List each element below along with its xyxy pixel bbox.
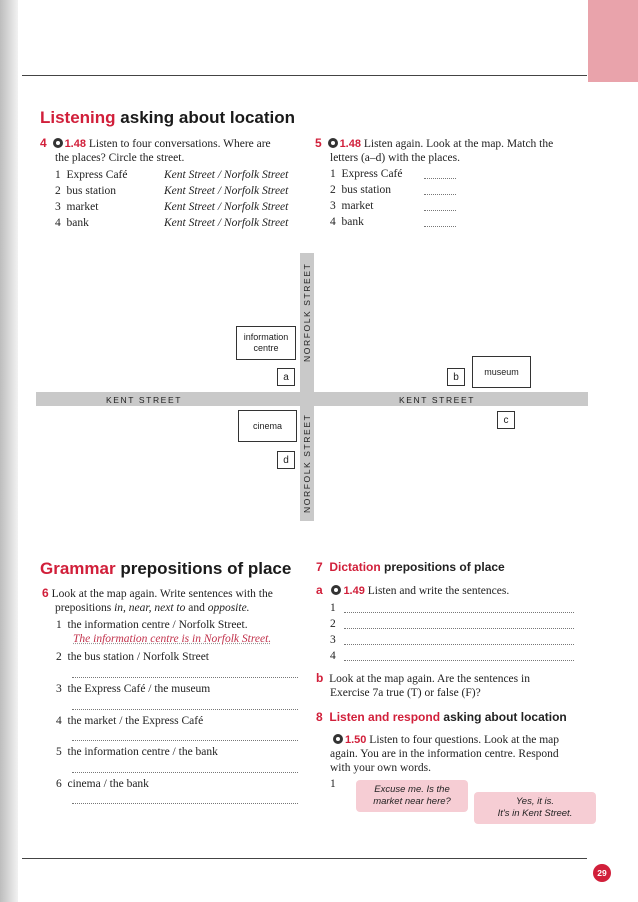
ex8-instr-line3: with your own words. (330, 762, 431, 774)
ex6-instr-line1: Look at the map again. Write sentences with the (51, 588, 273, 600)
ex5-item: 2 bus station (330, 184, 392, 196)
audio-cd-icon (53, 138, 63, 148)
museum-building: museum (472, 356, 531, 388)
ex4-instructions (40, 136, 300, 165)
ex4-instr-line1: Listen to four conversations. Where are (88, 138, 271, 150)
ex4-item: 2 bus station (55, 185, 117, 197)
ex8-instr-line1: Listen to four questions. Look at the map (369, 734, 560, 746)
ex4-number: 4 (40, 136, 47, 150)
ex4-track: 1.48 (64, 138, 86, 150)
norfolk-street-label-bottom: NORFOLK STREET (302, 413, 312, 513)
ex6-example-answer: The information centre is in Norfolk Street. (73, 633, 272, 645)
ex8-number: 8 (316, 710, 323, 724)
kent-street-label-right: KENT STREET (399, 395, 476, 405)
ex6-item: 1 the information centre / Norfolk Street. (56, 619, 248, 631)
ex7b-instr-line2: Exercise 7a true (T) or false (F)? (330, 687, 481, 699)
listening-heading (40, 108, 295, 128)
ex7a-label: a (316, 583, 323, 597)
map-letter-d: d (277, 451, 295, 469)
ex4-item-options[interactable]: Kent Street / Norfolk Street (164, 201, 289, 213)
ex5-answer-line[interactable] (424, 226, 456, 227)
listening-title: asking about location (120, 108, 296, 127)
ex6-item: 5 the information centre / the bank (56, 746, 218, 758)
ex4-item: 3 market (55, 201, 99, 213)
ex7b-instr-line1: Look at the map again. Are the sentences in (329, 673, 530, 685)
ex6-answer-line[interactable] (72, 677, 298, 678)
ex7a-answer-line[interactable] (344, 660, 574, 661)
ex5-item: 4 bank (330, 216, 364, 228)
ex6-instructions: 6 Look at the map again. Write sentences with the prepositions in, near, next to and opposite. (42, 586, 273, 614)
ex7-keyword: Dictation (329, 560, 381, 574)
ex5-answer-line[interactable] (424, 194, 456, 195)
ex7-number: 7 (316, 560, 323, 574)
audio-cd-icon (333, 734, 343, 744)
ex6-answer-line[interactable] (72, 803, 298, 804)
ex7a-line-number: 1 (330, 602, 336, 614)
listening-keyword: Listening (40, 108, 116, 127)
ex6-item: 2 the bus station / Norfolk Street (56, 651, 209, 663)
ex5-track: 1.48 (339, 138, 361, 150)
ex8-instr-line2: again. You are in the information centre. Respond (330, 748, 559, 760)
ex7a-instr: Listen and write the sentences. (367, 585, 510, 597)
ex6-item: 3 the Express Café / the museum (56, 683, 211, 695)
ex8-title: asking about location (443, 710, 567, 724)
map-letter-c: c (497, 411, 515, 429)
cinema-building: cinema (238, 410, 297, 442)
ex4-item-options[interactable]: Kent Street / Norfolk Street (164, 217, 289, 229)
ex8-keyword: Listen and respond (329, 710, 441, 724)
ex7a-line-number: 2 (330, 618, 336, 630)
ex7a-line-number: 4 (330, 650, 336, 662)
ex8-track: 1.50 (345, 734, 367, 746)
ex8-item-number: 1 (330, 778, 336, 790)
top-rule (22, 75, 587, 76)
ex6-number: 6 (42, 586, 49, 600)
grammar-title: prepositions of place (120, 559, 292, 578)
ex4-item: 4 bank (55, 217, 89, 229)
speech-bubble-answer: Yes, it is. It's in Kent Street. (474, 792, 596, 824)
ex7-title: prepositions of place (384, 560, 505, 574)
ex4-instr-line2: the places? Circle the street. (55, 152, 185, 164)
ex7a-instructions (316, 583, 586, 598)
ex7a-track: 1.49 (343, 585, 365, 597)
grammar-heading (40, 559, 291, 579)
kent-street-label-left: KENT STREET (106, 395, 183, 405)
ex7b-instructions (316, 671, 588, 700)
ex5-answer-line[interactable] (424, 178, 456, 179)
map-letter-b: b (447, 368, 465, 386)
ex6-item: 4 the market / the Express Café (56, 715, 204, 727)
ex4-item: 1 Express Café (55, 169, 128, 181)
ex5-number: 5 (315, 136, 322, 150)
corner-tab (588, 0, 638, 82)
ex5-item: 1 Express Café (330, 168, 403, 180)
ex5-instructions (315, 136, 585, 165)
ex6-answer-line[interactable] (72, 709, 298, 710)
ex7-heading (316, 560, 505, 574)
ex8-heading (316, 710, 567, 724)
ex5-instr-line2: letters (a–d) with the places. (330, 152, 460, 164)
bottom-rule (22, 858, 587, 859)
map-letter-a: a (277, 368, 295, 386)
ex7a-answer-line[interactable] (344, 644, 574, 645)
ex4-item-options[interactable]: Kent Street / Norfolk Street (164, 185, 289, 197)
ex5-item: 3 market (330, 200, 374, 212)
norfolk-street-label-top: NORFOLK STREET (302, 262, 312, 362)
ex6-item: 6 cinema / the bank (56, 778, 149, 790)
grammar-keyword: Grammar (40, 559, 116, 578)
ex6-answer-line[interactable] (72, 740, 298, 741)
ex7a-line-number: 3 (330, 634, 336, 646)
audio-cd-icon (328, 138, 338, 148)
ex7a-answer-line[interactable] (344, 628, 574, 629)
ex7a-answer-line[interactable] (344, 612, 574, 613)
ex6-answer-line[interactable] (72, 772, 298, 773)
page-number: 29 (593, 864, 611, 882)
audio-cd-icon (331, 585, 341, 595)
ex8-instructions (330, 733, 588, 775)
ex5-instr-line1: Listen again. Look at the map. Match the (363, 138, 554, 150)
information-centre-building: information centre (236, 326, 296, 360)
ex5-answer-line[interactable] (424, 210, 456, 211)
ex4-item-options[interactable]: Kent Street / Norfolk Street (164, 169, 289, 181)
speech-bubble-question: Excuse me. Is the market near here? (356, 780, 468, 812)
page-binding-shadow (0, 0, 18, 902)
ex7b-label: b (316, 671, 324, 685)
